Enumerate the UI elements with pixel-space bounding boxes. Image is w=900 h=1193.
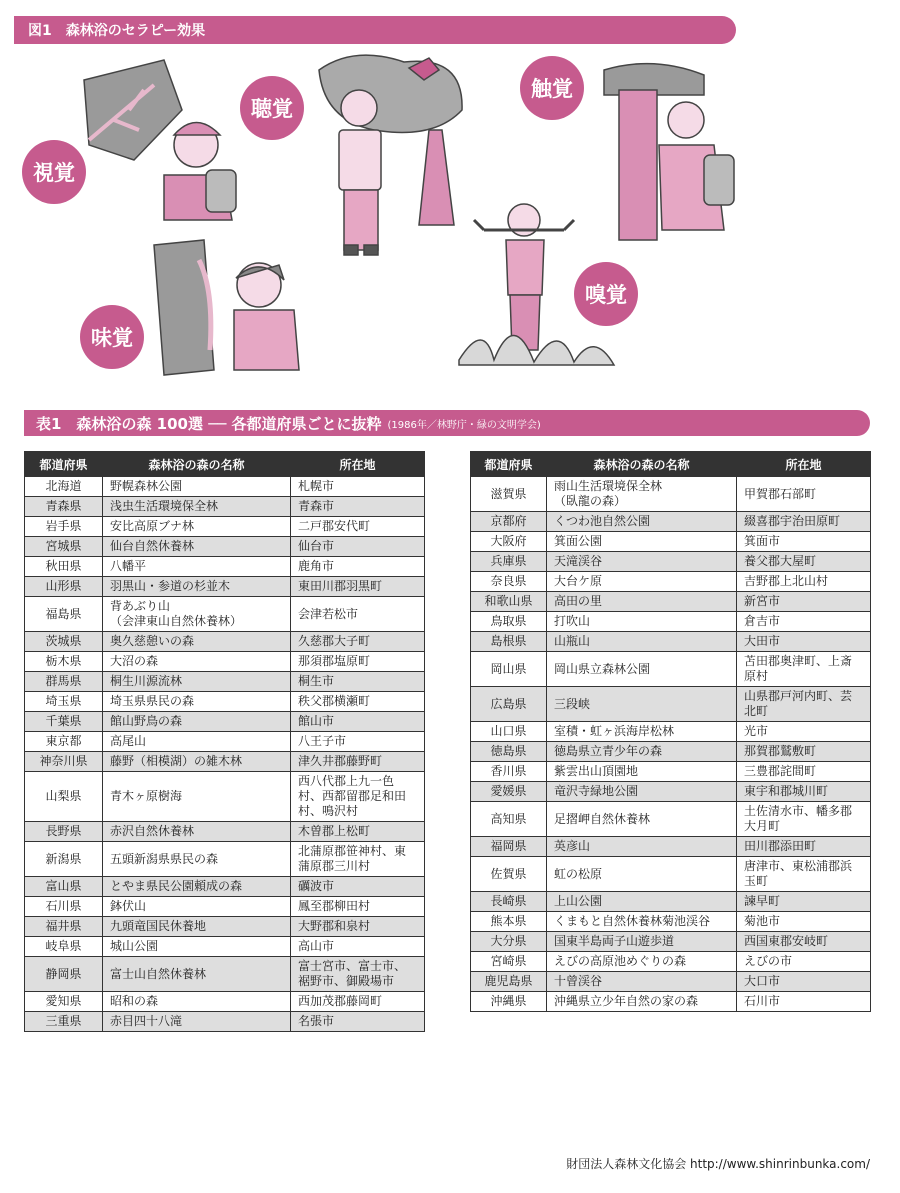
table-row — [471, 512, 871, 532]
prefecture-cell: 栃木県 — [25, 652, 103, 672]
prefecture-cell: 青森県 — [25, 497, 103, 517]
prefecture-cell: 新潟県 — [25, 842, 103, 877]
prefecture-cell: 福岡県 — [471, 837, 547, 857]
location-cell: 新宮市 — [737, 592, 871, 612]
forest-name-cell: 藤野（相模湖）の雑木林 — [103, 752, 291, 772]
table-row — [471, 952, 871, 972]
forest-name-cell: 九頭竜国民休養地 — [103, 917, 291, 937]
prefecture-cell: 大分県 — [471, 932, 547, 952]
table-row — [25, 992, 425, 1012]
location-cell: 木曽郡上松町 — [291, 822, 425, 842]
forest-name-cell: 高尾山 — [103, 732, 291, 752]
prefecture-cell: 高知県 — [471, 802, 547, 837]
prefecture-cell: 兵庫県 — [471, 552, 547, 572]
table-row — [471, 742, 871, 762]
table-row — [471, 762, 871, 782]
table-row — [25, 712, 425, 732]
forest-name-cell: 安比高原ブナ林 — [103, 517, 291, 537]
prefecture-cell: 大阪府 — [471, 532, 547, 552]
forest-name-cell: 八幡平 — [103, 557, 291, 577]
table-subtitle: (1986年／林野庁・緑の文明学会) — [387, 419, 541, 431]
forest-name-cell: 英彦山 — [547, 837, 737, 857]
prefecture-cell: 京都府 — [471, 512, 547, 532]
location-cell: 鳳至郡柳田村 — [291, 897, 425, 917]
location-cell: 秩父郡横瀬町 — [291, 692, 425, 712]
forest-name-cell: 野幌森林公園 — [103, 477, 291, 497]
prefecture-cell: 滋賀県 — [471, 477, 547, 512]
prefecture-cell: 鹿児島県 — [471, 972, 547, 992]
location-cell: 東宇和郡城川町 — [737, 782, 871, 802]
table-row — [471, 857, 871, 892]
table-row — [25, 577, 425, 597]
table-row — [471, 722, 871, 742]
table-row — [25, 897, 425, 917]
forest-name-cell: 鉢伏山 — [103, 897, 291, 917]
forest-name-cell: えびの高原池めぐりの森 — [547, 952, 737, 972]
forest-name-cell: 紫雲出山頂園地 — [547, 762, 737, 782]
prefecture-cell: 神奈川県 — [25, 752, 103, 772]
location-cell: 諫早町 — [737, 892, 871, 912]
prefecture-cell: 愛媛県 — [471, 782, 547, 802]
forest-name-cell: 五頭新潟県県民の森 — [103, 842, 291, 877]
sense-badge-taste: 味覚 — [80, 305, 144, 369]
location-cell: 久慈郡大子町 — [291, 632, 425, 652]
forest-name-cell: 赤沢自然休養林 — [103, 822, 291, 842]
table-row — [471, 912, 871, 932]
prefecture-cell: 宮城県 — [25, 537, 103, 557]
location-cell: 会津若松市 — [291, 597, 425, 632]
location-cell: 西八代郡上九一色村、西都留郡足和田村、鳴沢村 — [291, 772, 425, 822]
table-title: 表1 森林浴の森 100選 ── 各都道府県ごとに抜粋 — [36, 414, 382, 433]
touch-scene — [604, 64, 734, 240]
prefecture-cell: 岡山県 — [471, 652, 547, 687]
prefecture-cell: 山形県 — [25, 577, 103, 597]
table-row — [471, 612, 871, 632]
forest-name-cell: 赤目四十八滝 — [103, 1012, 291, 1032]
location-cell: 山県郡戸河内町、芸北町 — [737, 687, 871, 722]
header-prefecture: 都道府県 — [25, 452, 103, 477]
location-cell: 苫田郡奥津町、上斎原村 — [737, 652, 871, 687]
forest-name-cell: とやま県民公園頼成の森 — [103, 877, 291, 897]
table-row — [25, 772, 425, 822]
prefecture-cell: 奈良県 — [471, 572, 547, 592]
forest-name-cell: 打吹山 — [547, 612, 737, 632]
forest-name-cell: 岡山県立森林公園 — [547, 652, 737, 687]
table-row — [471, 932, 871, 952]
prefecture-cell: 福井県 — [25, 917, 103, 937]
forest-name-cell: 富士山自然休養林 — [103, 957, 291, 992]
table-row — [471, 552, 871, 572]
forest-name-cell: 十曾渓谷 — [547, 972, 737, 992]
table-row — [471, 972, 871, 992]
forest-name-cell: 雨山生活環境保全林 （臥龍の森） — [547, 477, 737, 512]
forest-name-cell: 館山野鳥の森 — [103, 712, 291, 732]
location-cell: 仙台市 — [291, 537, 425, 557]
prefecture-cell: 鳥取県 — [471, 612, 547, 632]
forest-name-cell: 上山公園 — [547, 892, 737, 912]
table-row — [471, 837, 871, 857]
table-header-row — [471, 452, 871, 477]
prefecture-cell: 広島県 — [471, 687, 547, 722]
prefecture-cell: 群馬県 — [25, 672, 103, 692]
prefecture-cell: 宮崎県 — [471, 952, 547, 972]
header-forest-name: 森林浴の森の名称 — [103, 452, 291, 477]
table-row — [471, 477, 871, 512]
prefecture-cell: 千葉県 — [25, 712, 103, 732]
table-row — [25, 1012, 425, 1032]
location-cell: 富士宮市、富士市、裾野市、御殿場市 — [291, 957, 425, 992]
location-cell: 三豊郡詫間町 — [737, 762, 871, 782]
table-row — [25, 752, 425, 772]
forest-name-cell: 大沼の森 — [103, 652, 291, 672]
sense-badge-touch: 触覚 — [520, 56, 584, 120]
location-cell: 札幌市 — [291, 477, 425, 497]
prefecture-cell: 島根県 — [471, 632, 547, 652]
table-row — [25, 672, 425, 692]
forest-name-cell: 沖縄県立少年自然の家の森 — [547, 992, 737, 1012]
table-row — [25, 597, 425, 632]
forest-name-cell: 足摺岬自然休養林 — [547, 802, 737, 837]
forest-name-cell: 虹の松原 — [547, 857, 737, 892]
sense-badge-hearing: 聴覚 — [240, 76, 304, 140]
prefecture-cell: 徳島県 — [471, 742, 547, 762]
table-row — [471, 532, 871, 552]
forest-name-cell: くまもと自然休養林菊池渓谷 — [547, 912, 737, 932]
prefecture-cell: 山梨県 — [25, 772, 103, 822]
table-row — [25, 537, 425, 557]
table-row — [471, 992, 871, 1012]
location-cell: 桐生市 — [291, 672, 425, 692]
prefecture-cell: 長野県 — [25, 822, 103, 842]
forest-name-cell: 埼玉県県民の森 — [103, 692, 291, 712]
table-row — [471, 687, 871, 722]
prefecture-cell: 秋田県 — [25, 557, 103, 577]
location-cell: 養父郡大屋町 — [737, 552, 871, 572]
table-row — [25, 692, 425, 712]
location-cell: 青森市 — [291, 497, 425, 517]
prefecture-cell: 和歌山県 — [471, 592, 547, 612]
table-row — [25, 497, 425, 517]
table-row — [471, 632, 871, 652]
prefecture-cell: 北海道 — [25, 477, 103, 497]
location-cell: 石川市 — [737, 992, 871, 1012]
prefecture-cell: 福島県 — [25, 597, 103, 632]
taste-scene — [154, 240, 299, 375]
prefecture-cell: 三重県 — [25, 1012, 103, 1032]
location-cell: 光市 — [737, 722, 871, 742]
location-cell: 大口市 — [737, 972, 871, 992]
prefecture-cell: 熊本県 — [471, 912, 547, 932]
table-row — [471, 892, 871, 912]
location-cell: 西加茂郡藤岡町 — [291, 992, 425, 1012]
location-cell: 名張市 — [291, 1012, 425, 1032]
prefecture-cell: 東京都 — [25, 732, 103, 752]
header-prefecture: 都道府県 — [471, 452, 547, 477]
forest-table-right — [470, 451, 871, 1012]
forest-therapy-illustration — [14, 50, 874, 390]
table-row — [25, 842, 425, 877]
table-row — [471, 652, 871, 687]
forest-name-cell: くつわ池自然公園 — [547, 512, 737, 532]
table-row — [25, 477, 425, 497]
location-cell: 倉吉市 — [737, 612, 871, 632]
forest-name-cell: 高田の里 — [547, 592, 737, 612]
prefecture-cell: 石川県 — [25, 897, 103, 917]
forest-name-cell: 浅虫生活環境保全林 — [103, 497, 291, 517]
table-row — [471, 802, 871, 837]
table-row — [25, 822, 425, 842]
table-row — [25, 632, 425, 652]
location-cell: 東田川郡羽黒町 — [291, 577, 425, 597]
location-cell: 二戸郡安代町 — [291, 517, 425, 537]
forest-name-cell: 昭和の森 — [103, 992, 291, 1012]
forest-name-cell: 羽黒山・参道の杉並木 — [103, 577, 291, 597]
forest-name-cell: 仙台自然休養林 — [103, 537, 291, 557]
forest-name-cell: 青木ヶ原樹海 — [103, 772, 291, 822]
forest-name-cell: 大台ケ原 — [547, 572, 737, 592]
table-row — [25, 957, 425, 992]
prefecture-cell: 香川県 — [471, 762, 547, 782]
sense-badge-smell: 嗅覚 — [574, 262, 638, 326]
forest-name-cell: 奥久慈憩いの森 — [103, 632, 291, 652]
location-cell: 吉野郡上北山村 — [737, 572, 871, 592]
forest-name-cell: 国東半島両子山遊歩道 — [547, 932, 737, 952]
location-cell: 津久井郡藤野町 — [291, 752, 425, 772]
table-row — [471, 782, 871, 802]
header-location: 所在地 — [291, 452, 425, 477]
sense-badge-sight: 視覚 — [22, 140, 86, 204]
header-location: 所在地 — [737, 452, 871, 477]
prefecture-cell: 沖縄県 — [471, 992, 547, 1012]
location-cell: 高山市 — [291, 937, 425, 957]
prefecture-cell: 愛知県 — [25, 992, 103, 1012]
forest-name-cell: 桐生川源流林 — [103, 672, 291, 692]
table-header-row — [25, 452, 425, 477]
header-forest-name: 森林浴の森の名称 — [547, 452, 737, 477]
forest-name-cell: 室積・虹ヶ浜海岸松林 — [547, 722, 737, 742]
table-title-bar — [24, 410, 870, 436]
figure-title: 図1 森林浴のセラピー効果 — [28, 23, 206, 39]
prefecture-cell: 長崎県 — [471, 892, 547, 912]
location-cell: 大田市 — [737, 632, 871, 652]
location-cell: 土佐清水市、幡多郡大月町 — [737, 802, 871, 837]
location-cell: 甲賀郡石部町 — [737, 477, 871, 512]
table-row — [25, 517, 425, 537]
table-row — [471, 572, 871, 592]
forest-name-cell: 城山公園 — [103, 937, 291, 957]
table-row — [25, 937, 425, 957]
prefecture-cell: 山口県 — [471, 722, 547, 742]
location-cell: 北蒲原郡笹神村、東蒲原郡三川村 — [291, 842, 425, 877]
table-row — [25, 557, 425, 577]
prefecture-cell: 岐阜県 — [25, 937, 103, 957]
forest-name-cell: 箕面公園 — [547, 532, 737, 552]
location-cell: 那賀郡鷲敷町 — [737, 742, 871, 762]
table-row — [25, 652, 425, 672]
prefecture-cell: 茨城県 — [25, 632, 103, 652]
forest-name-cell: 背あぶり山 （会津東山自然休養林） — [103, 597, 291, 632]
location-cell: 田川郡添田町 — [737, 837, 871, 857]
forest-name-cell: 山瓶山 — [547, 632, 737, 652]
table-row — [25, 877, 425, 897]
prefecture-cell: 埼玉県 — [25, 692, 103, 712]
prefecture-cell: 岩手県 — [25, 517, 103, 537]
prefecture-cell: 佐賀県 — [471, 857, 547, 892]
location-cell: 館山市 — [291, 712, 425, 732]
location-cell: 西国東郡安岐町 — [737, 932, 871, 952]
table-row — [471, 592, 871, 612]
location-cell: 鹿角市 — [291, 557, 425, 577]
location-cell: 菊池市 — [737, 912, 871, 932]
location-cell: えびの市 — [737, 952, 871, 972]
location-cell: 八王子市 — [291, 732, 425, 752]
sight-scene — [84, 60, 236, 220]
prefecture-cell: 静岡県 — [25, 957, 103, 992]
prefecture-cell: 富山県 — [25, 877, 103, 897]
source-credit: 財団法人森林文化協会 http://www.shinrinbunka.com/ — [566, 1157, 870, 1171]
location-cell: 那須郡塩原町 — [291, 652, 425, 672]
location-cell: 綴喜郡宇治田原町 — [737, 512, 871, 532]
hearing-scene — [319, 55, 462, 255]
location-cell: 礪波市 — [291, 877, 425, 897]
table-row — [25, 732, 425, 752]
figure-title-bar — [14, 16, 736, 44]
location-cell: 箕面市 — [737, 532, 871, 552]
table-row — [25, 917, 425, 937]
forest-name-cell: 天滝渓谷 — [547, 552, 737, 572]
location-cell: 唐津市、東松浦郡浜玉町 — [737, 857, 871, 892]
location-cell: 大野郡和泉村 — [291, 917, 425, 937]
forest-name-cell: 三段峡 — [547, 687, 737, 722]
forest-name-cell: 徳島県立青少年の森 — [547, 742, 737, 762]
forest-name-cell: 竜沢寺緑地公園 — [547, 782, 737, 802]
forest-table-left — [24, 451, 425, 1032]
